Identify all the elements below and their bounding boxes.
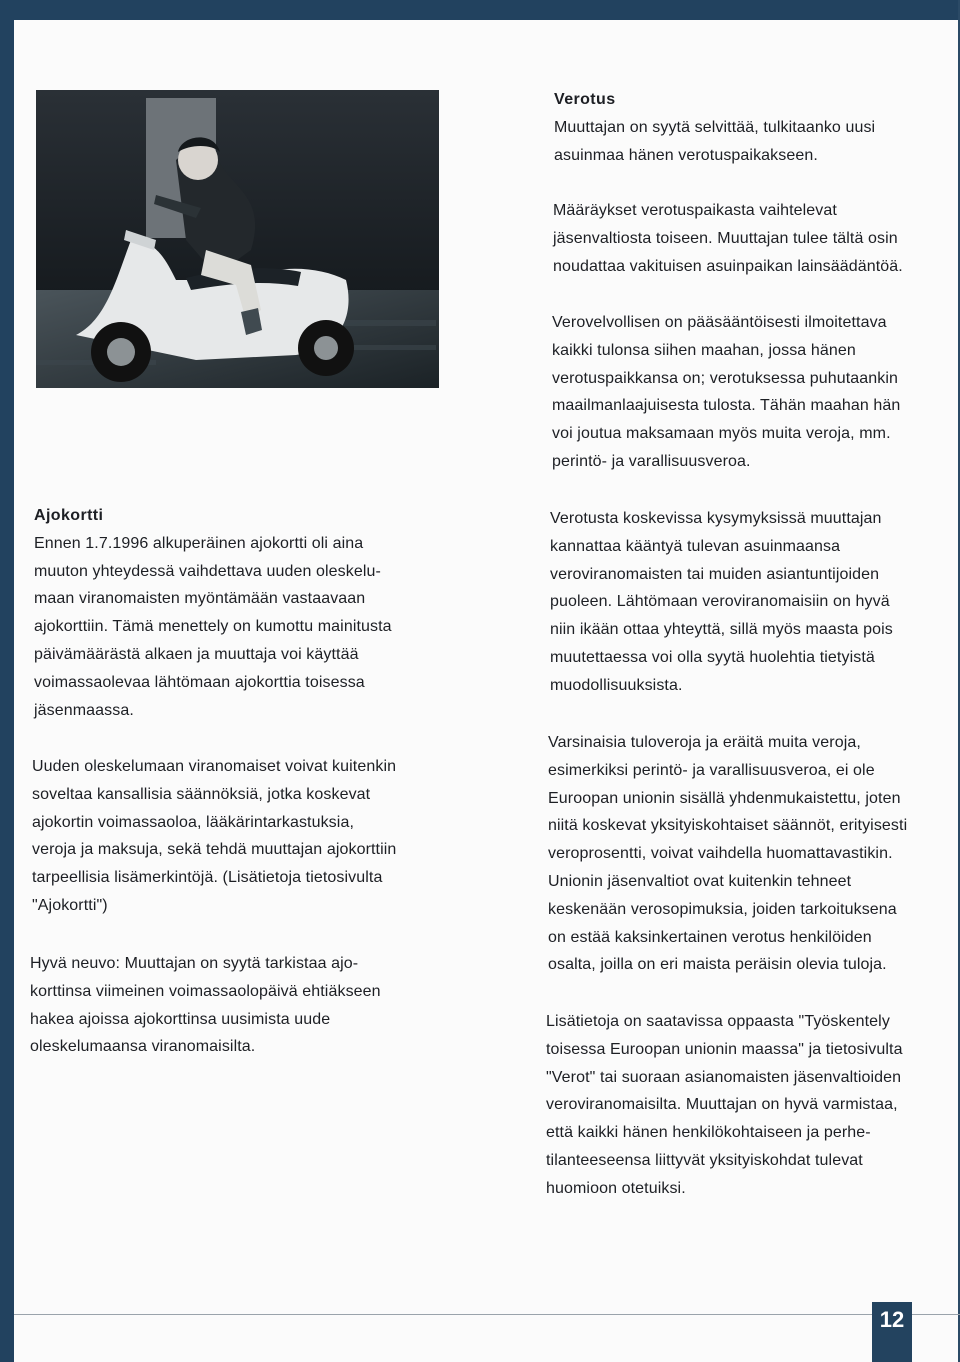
verotus-section-6	[546, 1008, 951, 1203]
verotus-paragraph-2: Määräykset verotuspaikasta vaihtelevat jäsenvaltiosta toiseen. Muuttajan tulee tältä osin noudattaa vakituisen asuinpaikan lainsäädäntöä.	[553, 202, 903, 275]
ajokortti-section-1	[34, 502, 444, 724]
left-border	[0, 0, 14, 1362]
verotus-heading: Verotus	[554, 91, 616, 108]
verotus-paragraph-1: Muuttajan on syytä selvittää, tulkitaanko uusi asuinmaa hänen verotuspaikakseen.	[554, 118, 876, 164]
verotus-section-5	[548, 729, 953, 979]
page-number: 12	[872, 1302, 912, 1362]
scooter-photo-icon	[36, 90, 439, 388]
ajokortti-section-2	[32, 753, 444, 920]
ajokortti-paragraph-3: Hyvä neuvo: Muuttajan on syytä tarkistaa ajo- korttinsa viimeinen voimassaolopäivä ehtiäkseen hakea ajoissa ajokorttinsa uusimista uude oleskelumaansa viranomaisilta.	[30, 955, 381, 1056]
verotus-section-4	[550, 505, 950, 700]
verotus-paragraph-4: Verotusta koskevissa kysymyksissä muuttajan kannattaa kääntyä tulevan asuinmaansa veroviranomaisten tai muiden asiantuntijoiden puoleen. Lähtömaan veroviranomaisiin on hyvä niin ikään ottaa yhteyttä, sillä myös maasta pois muutettaessa voi olla syytä huolehtia tietyistä muodollisuuksista.	[550, 510, 893, 694]
ajokortti-section-3	[30, 950, 442, 1061]
verotus-section-3	[552, 309, 952, 476]
top-border	[0, 0, 960, 20]
verotus-paragraph-5: Varsinaisia tuloveroja ja eräitä muita veroja, esimerkiksi perintö- ja varallisuusveroa, ei ole Euroopan unionin sisällä yhdenmukaistettu, joten niitä koskevat yksityiskohtaiset säännöt, erityisesti veroprosentti, voivat vaihdella huomattavastikin. Unionin jäsenvaltiot ovat kuitenkin tehneet keskenään verosopimuksia, joiden tarkoituksena on estää kaksinkertainen verotus henkilöiden osalta, joilla on eri maista peräisin olevia tuloja.	[548, 734, 908, 974]
verotus-paragraph-3: Verovelvollisen on pääsääntöisesti ilmoitettava kaikki tulonsa siihen maahan, jossa hänen verotuspaikkansa on; verotuksessa puhutaankin maailmanlaajuisesta tulosta. Tähän maahan hän voi joutua maksamaan myös muita veroja, mm. perintö- ja varallisuusveroa.	[552, 314, 901, 470]
footer-divider	[14, 1314, 960, 1315]
verotus-section-1	[554, 86, 954, 169]
ajokortti-paragraph-2: Uuden oleskelumaan viranomaiset voivat kuitenkin soveltaa kansallisia säännöksiä, jotka koskevat ajokortin voimassaoloa, lääkärintarkastuksia, veroja ja maksuja, sekä tehdä muuttajan ajokorttiin tarpeellisia lisämerkintöjä. (Lisätietoja tietosivulta "Ajokortti")	[32, 758, 397, 914]
verotus-paragraph-6: Lisätietoja on saatavissa oppaasta "Työskentely toisessa Euroopan unionin maassa" ja tietosivulta "Verot" tai suoraan asianomaisten jäsenvaltioiden veroviranomaisilta. Muuttajan on hyvä varmistaa, että kaikki hänen henkilökohtaiseen ja perhe- tilanteeseensa liittyvät yksityiskohdat tulevat huomioon otetuiksi.	[546, 1013, 903, 1197]
verotus-section-2	[553, 197, 953, 280]
scooter-photo	[36, 90, 439, 388]
ajokortti-paragraph-1: Ennen 1.7.1996 alkuperäinen ajokortti oli aina muuton yhteydessä vaihdettava uuden oleskelu- maan viranomaisten myöntämään vastaavaan ajokorttiin. Tämä menettely on kumottu mainitusta päivämäärästä alkaen ja muuttaja voi käyttää voimassaolevaa lähtömaan ajokorttia toisessa jäsenmaassa.	[34, 534, 392, 719]
ajokortti-heading: Ajokortti	[34, 507, 104, 524]
